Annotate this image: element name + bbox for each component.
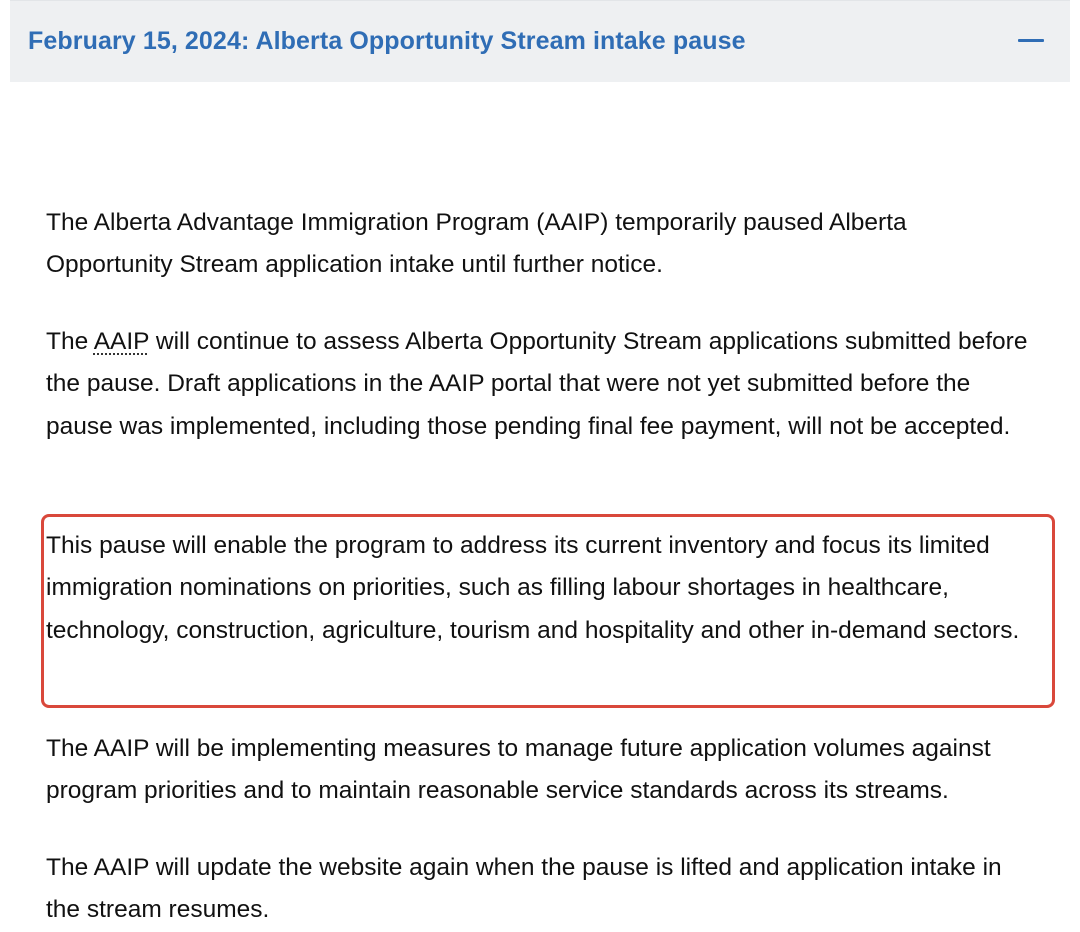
paragraph-assessment — [46, 321, 1036, 448]
paragraph-highlighted: This pause will enable the program to address its current inventory and focus its limited immigration nominations on priorities, such as filling labour shortages in healthcare, technology, construction, agriculture, tourism and hospitality and other in-demand sectors. — [46, 532, 1020, 644]
accordion-title[interactable]: February 15, 2024: Alberta Opportunity Stream intake pause — [28, 27, 746, 55]
paragraph-update: The AAIP will update the website again when the pause is lifted and application intake in the stream resumes. — [46, 854, 1002, 924]
paragraph-assessment-prefix: The — [46, 328, 94, 355]
minus-collapse-icon[interactable] — [1018, 39, 1044, 43]
accordion-header[interactable] — [10, 0, 1070, 82]
minus-icon — [1018, 39, 1044, 42]
paragraph-intro: The Alberta Advantage Immigration Program (AAIP) temporarily paused Alberta Opportunity Stream application intake until further notice. — [46, 209, 907, 279]
accordion — [10, 0, 1070, 924]
aaip-abbreviation[interactable]: AAIP — [93, 328, 150, 355]
paragraph-assessment-rest: will continue to assess Alberta Opportunity Stream applications submitted before the pause. Draft applications in the AAIP portal that were not yet submitted before the pause was implemented, including those pending final fee payment, will not be accepted. — [46, 328, 1028, 440]
paragraph-measures: The AAIP will be implementing measures to manage future application volumes against program priorities and to maintain reasonable service standards across its streams. — [46, 735, 991, 805]
